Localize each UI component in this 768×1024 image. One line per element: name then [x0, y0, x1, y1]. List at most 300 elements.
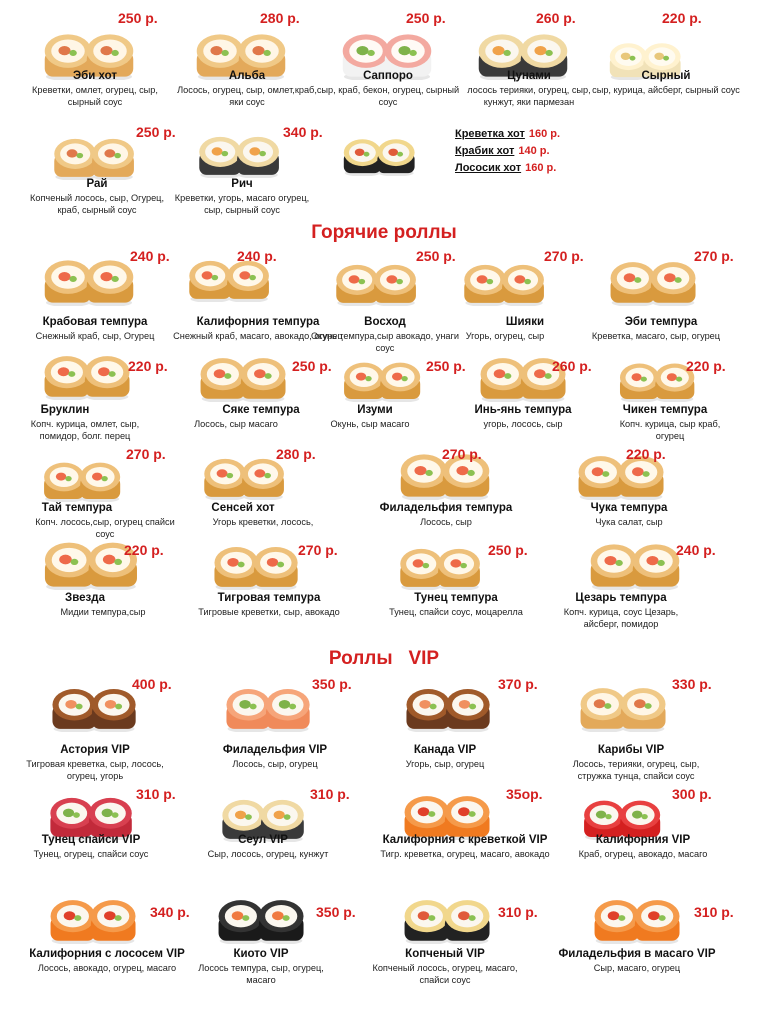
item-price: 340 р. — [150, 904, 190, 920]
roll-filling — [349, 275, 360, 283]
item-price: 260 р. — [552, 358, 592, 374]
menu-item-karibi-vip — [572, 676, 726, 796]
item-description: Мидии темпура,сыр — [60, 607, 146, 617]
roll-filling — [356, 373, 366, 381]
roll-image — [222, 676, 316, 732]
roll-filling-green — [430, 704, 437, 710]
roll-filling — [458, 911, 470, 920]
roll-filling — [648, 911, 660, 920]
roll-filling — [534, 369, 546, 378]
item-name: Филадельфия темпура — [379, 502, 513, 514]
item-price: 300 р. — [672, 786, 712, 802]
roll-filling — [102, 809, 113, 818]
roll-image — [402, 676, 496, 732]
roll-filling — [214, 369, 226, 378]
roll-image — [196, 352, 292, 402]
roll-filling-green — [69, 50, 76, 56]
item-name: Звезда — [65, 592, 105, 604]
item-name: Изуми — [357, 404, 393, 416]
roll-filling-green — [641, 377, 647, 382]
roll-filling-green — [114, 153, 121, 158]
item-description: Сыр, масаго, огурец — [593, 963, 681, 973]
menu-item-crab-tempura — [35, 248, 190, 368]
item-description: Сыр, лосось, огурец, кунжут — [207, 849, 329, 859]
roll-filling-green — [365, 376, 371, 381]
item-name: Калифорния с креветкой VIP — [382, 834, 548, 846]
roll-filling-green — [245, 814, 252, 820]
item-price: 250 р. — [488, 542, 528, 558]
menu-item-kanada-vip — [402, 676, 552, 796]
roll-filling — [398, 46, 410, 55]
roll-filling-green — [112, 812, 119, 818]
roll-filling — [232, 911, 244, 920]
roll-filling-green — [469, 811, 476, 817]
roll-filling-green — [109, 371, 116, 377]
item-price: 310 р. — [310, 786, 350, 802]
item-name: Калифорния темпура — [196, 316, 320, 328]
roll-image — [40, 450, 126, 502]
roll-filling-green — [545, 373, 552, 379]
roll-filling-green — [265, 373, 272, 379]
roll-image — [340, 356, 426, 402]
item-price: 330 р. — [672, 676, 712, 692]
item-description: Тигровые креветки, сыр, авокадо — [198, 607, 340, 617]
item-price: 240 р. — [130, 248, 170, 264]
roll-filling-green — [634, 277, 641, 283]
roll-filling-green — [428, 811, 435, 817]
item-description: Лосось, терияки, огурец, сыр, стружка тунца, спайси соус — [572, 759, 700, 781]
roll-image — [332, 252, 422, 306]
roll-filling — [450, 559, 461, 567]
roll-filling — [235, 811, 246, 820]
item-description: Лосось, сыр масаго — [194, 419, 278, 429]
roll-filling — [217, 469, 228, 477]
roll-image — [48, 676, 142, 732]
roll-filling-green — [524, 279, 531, 284]
item-price: 350 р. — [312, 676, 352, 692]
roll-image — [40, 252, 140, 306]
item-name: Эби темпура — [624, 316, 698, 328]
item-price: 240 р. — [676, 542, 716, 558]
roll-filling-green — [657, 560, 664, 566]
menu-item-ebi-hot — [32, 10, 190, 130]
roll-filling-green — [367, 50, 374, 56]
item-description: Лосось, огурец, сыр, омлет,краб, яки соус — [177, 85, 317, 107]
item-price: 280 р. — [276, 446, 316, 462]
item-price: 280 р. — [260, 10, 300, 26]
roll-filling-green — [460, 563, 467, 568]
roll-filling — [667, 373, 677, 381]
roll-filling — [100, 46, 112, 55]
roll-filling-green — [226, 473, 233, 478]
menu-item-syrny — [592, 10, 756, 130]
roll-filling — [227, 558, 238, 567]
item-price: 250 р. — [118, 10, 158, 26]
item-description: Копченый лосось, сыр, Огурец, краб, сырный соус — [30, 193, 164, 215]
addon-item — [455, 145, 560, 162]
roll-filling-green — [643, 471, 650, 477]
roll-filling — [356, 46, 368, 55]
item-price: 350 р. — [316, 904, 356, 920]
roll-filling-green — [115, 915, 122, 921]
roll-filling — [355, 149, 365, 156]
roll-filling — [239, 271, 250, 279]
item-price: 270 р. — [544, 248, 584, 264]
roll-filling-green — [503, 50, 510, 56]
addon-price: 160 р. — [525, 162, 557, 174]
roll-image — [586, 536, 686, 590]
roll-filling — [477, 275, 488, 283]
item-name: Астория VIP — [60, 744, 130, 756]
roll-filling-green — [428, 915, 435, 921]
roll-filling — [249, 147, 260, 155]
roll-filling-green — [284, 814, 291, 820]
roll-filling-green — [76, 153, 83, 158]
menu-item-california-salmon-vip — [29, 886, 196, 1006]
item-description: Креветки, угорь, масаго огурец, сыр, сырный соус — [174, 193, 310, 215]
item-description: Краб, огурец, авокадо, масаго — [578, 849, 708, 859]
roll-filling-green — [71, 559, 79, 565]
item-name: Канада VIP — [413, 744, 477, 756]
item-price: 340 р. — [283, 124, 323, 140]
roll-filling — [58, 367, 70, 376]
roll-filling-green — [486, 279, 493, 284]
roll-filling-green — [364, 152, 370, 157]
roll-filling — [252, 46, 264, 55]
roll-filling-green — [675, 277, 682, 283]
item-name: Сяке темпура — [222, 404, 300, 416]
item-price: 250 р. — [292, 358, 332, 374]
roll-filling — [388, 149, 398, 156]
roll-filling-green — [221, 151, 228, 156]
item-price: 250 р. — [416, 248, 456, 264]
menu-item-astoria-vip — [26, 676, 198, 796]
roll-filling — [459, 700, 470, 709]
roll-image — [576, 676, 672, 732]
item-name: Цунами — [507, 70, 551, 82]
roll-filling-green — [74, 915, 81, 921]
roll-filling — [632, 467, 644, 476]
roll-filling-green — [604, 703, 611, 709]
item-price: 270 р. — [126, 446, 166, 462]
item-name: Сырный — [641, 70, 691, 82]
roll-filling-green — [663, 56, 669, 61]
roll-image — [460, 252, 550, 306]
roll-filling-green — [630, 56, 636, 61]
roll-filling — [254, 469, 265, 477]
roll-filling-green — [259, 151, 266, 156]
roll-filling-green — [396, 279, 403, 284]
item-description: Креветка, масаго, сыр, огурец — [591, 331, 721, 341]
roll-filling — [104, 149, 115, 157]
roll-filling — [272, 911, 284, 920]
item-price: 250 р. — [426, 358, 466, 374]
item-description: Снежный краб, сыр, Огурец — [35, 331, 155, 341]
item-name: Карибы VIP — [597, 744, 665, 756]
addon-list — [455, 128, 560, 179]
item-price: 220 р. — [128, 358, 168, 374]
item-name: Филадельфия VIP — [222, 744, 328, 756]
menu-item-philadelphia-vip — [222, 676, 372, 796]
vip-rolls-title: Роллы VIP — [328, 648, 440, 669]
roll-filling-green — [264, 473, 271, 478]
addon-item — [455, 162, 560, 179]
roll-filling — [104, 911, 116, 920]
item-name: Сеул VIP — [238, 834, 288, 846]
roll-filling — [59, 555, 72, 565]
roll-filling-green — [238, 562, 245, 568]
roll-filling — [386, 275, 397, 283]
roll-image — [590, 886, 686, 944]
item-name: Саппоро — [363, 70, 413, 82]
item-description: Тунец, спайси соус, моцарелла — [389, 607, 523, 617]
roll-filling-green — [250, 704, 257, 710]
item-name: Калифорния VIP — [595, 834, 691, 846]
roll-filling — [239, 700, 250, 709]
item-description: Угорь, сыр, огурец — [405, 759, 485, 769]
roll-image — [580, 786, 666, 840]
item-name: Тунец темпура — [414, 592, 498, 604]
roll-filling — [254, 369, 266, 378]
item-name: Инь-янь темпура — [474, 404, 572, 416]
item-price: 370 р. — [498, 676, 538, 692]
roll-filling-green — [605, 814, 611, 819]
item-description: Тигр. креветка, огурец, масаго, авокадо — [380, 849, 550, 859]
roll-filling-green — [76, 704, 83, 710]
roll-filling-green — [676, 377, 682, 382]
item-description: Копч. курица, сыр краб, огурец — [619, 419, 721, 441]
item-name: Эби хот — [72, 70, 118, 82]
roll-image — [400, 786, 496, 840]
item-name: Шияки — [505, 316, 545, 328]
item-price: 310 р. — [694, 904, 734, 920]
menu-item-shiyaki — [460, 248, 610, 368]
roll-filling-green — [263, 50, 270, 56]
item-price: 250 р. — [136, 124, 176, 140]
item-name: Альба — [228, 70, 266, 82]
item-description: Лосось, сыр — [420, 517, 472, 527]
menu-item-tiger-tempura — [198, 536, 360, 656]
roll-filling-green — [68, 371, 75, 377]
roll-filling-green — [425, 470, 432, 476]
roll-image — [50, 132, 140, 180]
roll-filling-green — [283, 915, 290, 921]
roll-image — [210, 536, 304, 590]
roll-filling — [654, 53, 664, 60]
item-description: Копч. курица, соус Цезарь, айсберг, помидор — [563, 607, 679, 629]
roll-filling — [63, 809, 74, 818]
item-price: 310 р. — [498, 904, 538, 920]
menu-item-tuna-tempura — [389, 536, 546, 656]
item-name: Крабовая темпура — [42, 316, 148, 328]
roll-filling-green — [224, 373, 231, 379]
item-name: Копченый VIP — [405, 948, 485, 960]
item-name: Киото VIP — [233, 948, 289, 960]
roll-filling-green — [73, 812, 80, 818]
roll-filling — [594, 699, 606, 708]
addon-name: Креветка хот — [455, 128, 525, 140]
roll-filling — [202, 271, 213, 279]
item-price: 35ор. — [506, 786, 543, 802]
roll-filling-green — [469, 915, 476, 921]
item-price: 220 р. — [124, 542, 164, 558]
roll-filling-green — [211, 275, 218, 280]
roll-filling-green — [358, 279, 365, 284]
item-price: 250 р. — [406, 10, 446, 26]
item-description: Копченый лосось, огурец, масаго, спайси соус — [372, 963, 518, 985]
roll-filling-green — [641, 814, 647, 819]
roll-filling-green — [69, 276, 76, 282]
roll-filling — [646, 556, 658, 565]
roll-filling — [267, 558, 278, 567]
item-description: сыр, краб, бекон, огурец, сырный соус — [316, 85, 460, 107]
item-name: Чука темпура — [590, 502, 668, 514]
roll-filling-green — [65, 476, 71, 481]
menu-item-ebi-tempura — [591, 248, 756, 368]
menu-item-zvezda — [40, 536, 190, 656]
roll-image — [46, 886, 142, 944]
roll-filling-green — [659, 915, 666, 921]
item-name: Рай — [86, 178, 108, 190]
roll-filling — [592, 467, 604, 476]
roll-filling-green — [469, 704, 476, 710]
item-description: Копч. лосось,сыр, огурец спайси соус — [35, 517, 175, 539]
item-description: Окунь, сыр масаго — [330, 419, 410, 429]
roll-filling — [634, 699, 646, 708]
roll-image — [195, 118, 285, 178]
roll-filling-green — [401, 376, 407, 381]
roll-filling — [58, 46, 70, 55]
item-name: Цезарь темпура — [575, 592, 667, 604]
menu-item-smoked-vip — [372, 886, 550, 1006]
item-price: 310 р. — [136, 786, 176, 802]
item-description: сыр, курица, айсберг, сырный соус — [592, 85, 740, 95]
roll-filling — [274, 811, 285, 820]
roll-filling-green — [409, 50, 416, 56]
addon-name: Лососик хот — [455, 162, 522, 174]
roll-filling — [105, 700, 116, 709]
item-name: Тай темпура — [41, 502, 113, 514]
roll-filling — [419, 700, 430, 709]
roll-filling-green — [504, 373, 511, 379]
roll-filling — [492, 46, 504, 55]
roll-filling — [596, 811, 606, 819]
roll-filling — [279, 700, 290, 709]
roll-image — [400, 886, 496, 944]
roll-filling — [65, 700, 76, 709]
item-price: 240 р. — [237, 248, 277, 264]
roll-filling — [212, 147, 223, 155]
menu-item-kyoto-vip — [198, 886, 364, 1006]
roll-filling-green — [602, 471, 609, 477]
roll-image — [46, 786, 138, 840]
item-price: 270 р. — [298, 542, 338, 558]
item-description: Снежный краб, масаго, авокадо, огурец — [173, 331, 343, 341]
addon-name: Крабик хот — [455, 145, 515, 157]
roll-filling — [514, 275, 525, 283]
item-description: Лосось, сыр, огурец — [232, 759, 318, 769]
item-name: Калифорния с лососем VIP — [29, 948, 185, 960]
roll-filling-green — [397, 152, 403, 157]
item-price: 400 р. — [132, 676, 172, 692]
item-name: Рич — [231, 178, 253, 190]
roll-filling — [624, 273, 636, 282]
addon-item — [455, 128, 560, 145]
roll-filling-green — [249, 275, 256, 280]
menu-item-caesar-tempura — [563, 536, 736, 656]
item-name: Бруклин — [40, 404, 90, 416]
item-name: Филадельфия в масаго VIP — [558, 948, 716, 960]
item-price: 260 р. — [536, 10, 576, 26]
item-price: 220 р. — [626, 446, 666, 462]
item-name: Чикен темпура — [622, 404, 708, 416]
item-description: Угорь креветки, лосось, — [212, 517, 314, 527]
roll-filling — [210, 46, 222, 55]
roll-image — [214, 886, 310, 944]
roll-filling-green — [422, 563, 429, 568]
roll-filling — [632, 811, 642, 819]
roll-filling — [621, 53, 631, 60]
item-name: Тигровая темпура — [217, 592, 321, 604]
menu-item-philadelphia-masago-vip — [558, 886, 740, 1006]
item-price: 270 р. — [694, 248, 734, 264]
item-description: Тунец, огурец, спайси соус — [33, 849, 149, 859]
roll-filling — [100, 272, 112, 281]
item-description: Лосось темпура, сыр, огурец, масаго — [198, 963, 324, 985]
item-description: Окунь темпура,сыр авокадо, унаги соус — [310, 331, 460, 353]
roll-filling-green — [114, 559, 122, 565]
item-description: угорь, лосось, сыр — [483, 419, 563, 429]
roll-filling — [98, 367, 110, 376]
roll-filling-green — [115, 704, 122, 710]
item-name: Восход — [364, 316, 406, 328]
roll-filling — [608, 911, 620, 920]
item-description: Креветки, омлет, огурец, сыр, сырный соус — [32, 85, 158, 107]
item-description: Чука салат, сыр — [595, 517, 663, 527]
roll-filling-green — [111, 50, 118, 56]
roll-filling-green — [289, 704, 296, 710]
hot-rolls-title: Горячие роллы — [311, 222, 457, 243]
roll-filling-green — [111, 276, 118, 282]
roll-image — [396, 536, 486, 590]
roll-filling-green — [242, 915, 249, 921]
roll-image — [340, 128, 420, 176]
roll-filling-green — [277, 562, 284, 568]
roll-filling — [604, 556, 616, 565]
roll-filling-green — [467, 470, 474, 476]
roll-filling — [494, 369, 506, 378]
roll-filling — [56, 473, 66, 481]
roll-filling — [67, 149, 78, 157]
item-description: Лосось, авокадо, огурец, масаго — [37, 963, 177, 973]
addon-price: 140 р. — [518, 145, 550, 157]
item-description: лосось терияки, огурец, сыр, кунжут, яки пармезан — [467, 85, 591, 107]
roll-filling-green — [645, 703, 652, 709]
roll-filling-green — [615, 560, 622, 566]
roll-filling — [58, 272, 70, 281]
item-description: Копч. курица, омлет, сыр, помидор, болг. перец — [30, 419, 140, 441]
roll-image — [40, 352, 136, 400]
roll-filling-green — [221, 50, 228, 56]
item-price: 220 р. — [662, 10, 702, 26]
roll-filling — [413, 559, 424, 567]
roll-filling — [456, 466, 468, 475]
roll-filling — [534, 46, 546, 55]
item-price: 270 р. — [442, 446, 482, 462]
roll-filling — [103, 555, 116, 565]
roll-filling — [392, 373, 402, 381]
item-name: Сенсей хот — [211, 502, 275, 514]
